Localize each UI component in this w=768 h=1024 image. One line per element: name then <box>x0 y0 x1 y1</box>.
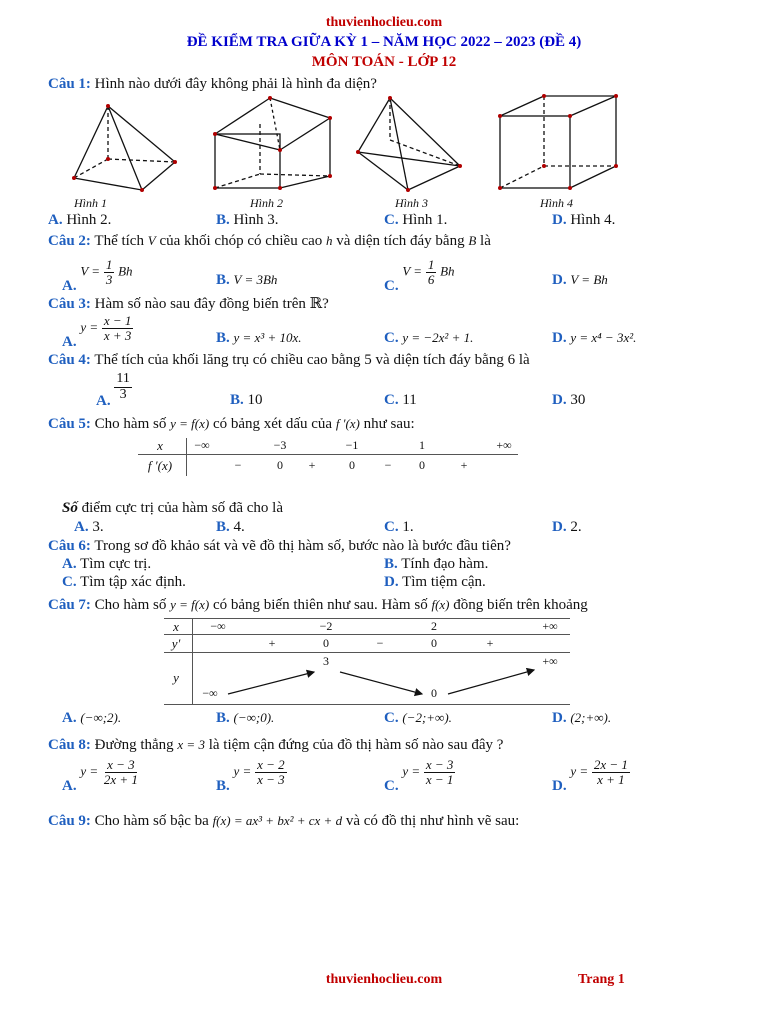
question-4 <box>48 352 530 369</box>
option-letter: B. <box>216 777 230 794</box>
option-letter: B. <box>230 392 244 408</box>
fraction <box>255 758 287 786</box>
table-cell: −∞ <box>210 619 226 633</box>
formula: V = 3Bh <box>233 272 278 287</box>
option-letter: C. <box>384 277 399 294</box>
question-text: của khối chóp có chiều cao <box>159 233 323 249</box>
figure-2-composite <box>215 98 330 188</box>
question-text: Thể tích <box>94 233 144 249</box>
caption-hinh-2: Hình 2 <box>250 196 283 210</box>
formula: (−∞;2). <box>80 710 122 725</box>
numerator: x − 3 <box>425 757 454 772</box>
q4-option-a[interactable] <box>96 371 132 409</box>
q5-stem <box>62 500 283 517</box>
formula: y = x⁴ − 3x². <box>570 330 637 345</box>
question-text: và diện tích đáy bằng <box>336 233 465 249</box>
option-text: Tìm tập xác định. <box>80 574 186 590</box>
formula: y = <box>80 319 99 335</box>
math-h: h <box>326 233 333 248</box>
option-letter: A. <box>96 392 111 409</box>
question-8 <box>48 737 503 754</box>
formula: y = f(x) <box>170 597 210 612</box>
table-cell: − <box>376 636 384 650</box>
denominator: 2x + 1 <box>103 771 138 787</box>
table-cell: x <box>157 438 163 453</box>
option-letter: D. <box>552 710 567 726</box>
q4-option-d[interactable] <box>552 392 585 409</box>
q8-option-d[interactable] <box>552 757 630 794</box>
formula: y = <box>80 763 99 779</box>
formula: (−2;+∞). <box>402 710 452 725</box>
question-2 <box>48 233 491 250</box>
question-text: đồng biến trên khoảng <box>453 597 588 613</box>
option-text: Hình 2. <box>66 212 112 228</box>
denominator: 6 <box>427 271 435 287</box>
q5-option-a[interactable] <box>74 519 104 536</box>
q5-option-d[interactable] <box>552 519 582 536</box>
caption-hinh-1: Hình 1 <box>74 196 107 210</box>
denominator: x − 1 <box>425 771 454 787</box>
numerator: x − 1 <box>103 313 132 328</box>
fraction <box>104 258 115 286</box>
table-cell: f ′(x) <box>147 458 173 473</box>
table-cell: 3 <box>323 654 329 668</box>
numerator: 1 <box>105 257 113 272</box>
q7-option-d[interactable] <box>552 710 611 727</box>
option-b[interactable] <box>216 212 279 229</box>
q6-option-d[interactable] <box>384 574 486 591</box>
question-6 <box>48 538 511 555</box>
table-cell: + <box>486 636 494 650</box>
question-text: Thể tích của khối lăng trụ có chiều cao bằng 5 và diện tích đáy bằng 6 là <box>94 352 530 368</box>
question-label: Câu 1: <box>48 76 91 92</box>
table-cell: +∞ <box>496 438 512 452</box>
q7-option-a[interactable] <box>62 710 121 727</box>
caption-hinh-3: Hình 3 <box>395 196 428 210</box>
sign-table <box>138 438 518 478</box>
option-text: Hình 1. <box>402 212 448 228</box>
formula: y = <box>570 763 589 779</box>
formula: f(x) = ax³ + bx² + cx + d <box>212 813 343 828</box>
table-cell: x <box>173 619 179 634</box>
table-cell: +∞ <box>542 619 558 633</box>
q8-option-b[interactable] <box>216 757 287 794</box>
option-text: 2. <box>570 519 582 535</box>
question-label: Câu 6: <box>48 538 91 554</box>
option-text: Hình 4. <box>570 212 616 228</box>
question-text: và có đồ thị như hình vẽ sau: <box>345 813 520 829</box>
question-text: Cho hàm số <box>94 416 167 432</box>
table-cell: −∞ <box>194 438 210 452</box>
numerator: 11 <box>116 371 130 386</box>
set-reals: ℝ <box>309 296 323 312</box>
table-cell: −3 <box>273 438 287 452</box>
q8-option-a[interactable] <box>62 757 140 794</box>
option-letter: C. <box>62 574 77 590</box>
option-letter: B. <box>216 272 230 288</box>
table-cell: y <box>173 670 179 685</box>
question-text: như sau: <box>363 416 415 432</box>
q2-option-a[interactable] <box>62 257 133 294</box>
formula: y = <box>233 763 252 779</box>
question-label: Câu 2: <box>48 233 91 249</box>
option-letter: D. <box>552 519 567 535</box>
formula: Bh <box>118 263 133 279</box>
formula: V = <box>80 263 101 279</box>
denominator: x + 3 <box>103 327 132 343</box>
question-label: Câu 8: <box>48 737 91 753</box>
table-cell: −∞ <box>202 686 218 700</box>
option-text: Tìm tiệm cận. <box>402 574 486 590</box>
option-d[interactable] <box>552 212 615 229</box>
q3-option-b[interactable] <box>216 330 302 347</box>
fraction <box>592 758 630 786</box>
polyhedra-figures <box>60 94 640 198</box>
option-letter: D. <box>552 272 567 288</box>
q7-option-c[interactable] <box>384 710 452 727</box>
option-letter: C. <box>384 392 399 408</box>
option-text: Tìm cực trị. <box>80 556 152 572</box>
table-cell: + <box>308 458 316 472</box>
option-letter: A. <box>48 212 63 228</box>
question-label: Câu 5: <box>48 416 91 432</box>
option-letter: B. <box>216 212 230 228</box>
site-header: thuvienhoclieu.com <box>325 15 443 30</box>
table-cell: − <box>384 458 392 472</box>
option-letter: A. <box>74 519 89 535</box>
arrow-up <box>228 672 314 694</box>
option-letter: C. <box>384 710 399 726</box>
math-b: B <box>468 233 477 248</box>
exam-title: ĐỀ KIỂM TRA GIỮA KỲ 1 – NĂM HỌC 2022 – 2023 (ĐỀ 4) <box>186 34 582 50</box>
question-mark: ? <box>322 296 329 312</box>
option-text: 10 <box>247 392 263 408</box>
option-text: Tính đạo hàm. <box>401 556 489 572</box>
formula: f(x) <box>431 597 450 612</box>
table-cell: 0 <box>277 458 283 472</box>
formula: f '(x) <box>335 416 360 431</box>
option-letter: A. <box>62 277 77 294</box>
table-cell: + <box>460 458 468 472</box>
arrow-down <box>340 672 422 694</box>
option-letter: C. <box>384 330 399 346</box>
q7-option-b[interactable] <box>216 710 274 727</box>
arrow-up <box>448 670 534 694</box>
stem-bold: Số <box>62 500 78 516</box>
question-7 <box>48 597 588 614</box>
question-text: có bảng biến thiên như sau. Hàm số <box>212 597 428 613</box>
question-text: có bảng xét dấu của <box>212 416 333 432</box>
option-a[interactable] <box>48 212 111 229</box>
q3-option-c[interactable] <box>384 330 473 347</box>
option-letter: C. <box>384 777 399 794</box>
q6-option-b[interactable] <box>384 556 488 573</box>
option-letter: A. <box>62 333 77 350</box>
table-cell: 2 <box>431 619 437 633</box>
q2-option-d[interactable] <box>552 272 608 289</box>
question-label: Câu 9: <box>48 813 91 829</box>
fraction <box>102 314 134 342</box>
figure-3 <box>358 98 460 190</box>
question-5 <box>48 416 415 433</box>
numerator: 1 <box>427 257 435 272</box>
table-cell: − <box>234 458 242 472</box>
fraction <box>424 758 456 786</box>
q6-option-a[interactable] <box>62 556 151 573</box>
figure-1-pyramid <box>74 106 175 190</box>
q4-option-c[interactable] <box>384 392 417 409</box>
math-v: V <box>147 233 156 248</box>
caption-hinh-4: Hình 4 <box>540 196 573 210</box>
question-label: Câu 3: <box>48 296 91 312</box>
option-letter: A. <box>62 710 77 726</box>
formula: x = 3 <box>177 737 205 752</box>
option-letter: B. <box>384 556 398 572</box>
formula: Bh <box>440 263 455 279</box>
variation-table <box>164 618 570 706</box>
option-c[interactable] <box>384 212 447 229</box>
numerator: x − 3 <box>107 757 135 772</box>
table-cell: 1 <box>419 438 425 452</box>
question-text: Hình nào dưới đây không phải là hình đa diện? <box>94 76 377 92</box>
option-letter: A. <box>62 556 77 572</box>
option-letter: C. <box>384 519 399 535</box>
table-cell: + <box>268 636 276 650</box>
page-number: Trang 1 <box>578 972 625 987</box>
numerator: x − 2 <box>257 757 285 772</box>
denominator: 3 <box>119 386 127 402</box>
table-cell: 0 <box>431 686 437 700</box>
formula: V = Bh <box>570 272 608 287</box>
denominator: x + 1 <box>597 771 625 787</box>
exam-subject: MÔN TOÁN - LỚP 12 <box>311 54 457 70</box>
question-3 <box>48 294 329 313</box>
table-cell: y′ <box>171 636 181 651</box>
option-text: 3. <box>92 519 104 535</box>
question-label: Câu 7: <box>48 597 91 613</box>
table-cell: 0 <box>323 636 329 650</box>
question-text: Cho hàm số <box>94 597 167 613</box>
formula: y = <box>402 763 421 779</box>
question-text: là <box>480 233 491 249</box>
question-text: Hàm số nào sau đây đồng biến trên <box>94 296 306 312</box>
option-letter: D. <box>552 392 567 408</box>
table-cell: −2 <box>319 619 333 633</box>
formula: V = <box>402 263 423 279</box>
denominator: x − 3 <box>257 771 285 787</box>
figure-4-cube <box>500 96 616 188</box>
fraction <box>102 758 140 786</box>
table-cell: 0 <box>419 458 425 472</box>
option-text: 4. <box>233 519 245 535</box>
option-letter: D. <box>384 574 399 590</box>
q2-option-c[interactable] <box>384 257 455 294</box>
option-letter: D. <box>552 777 567 794</box>
footer-site: thuvienhoclieu.com <box>325 972 443 987</box>
formula: (−∞;0). <box>233 710 275 725</box>
question-text: Trong sơ đồ khảo sát và vẽ đồ thị hàm số, bước nào là bước đầu tiên? <box>94 538 511 554</box>
question-9 <box>48 813 519 830</box>
numerator: 2x − 1 <box>593 757 628 772</box>
option-text: 1. <box>402 519 414 535</box>
table-divider <box>138 454 518 455</box>
question-1 <box>48 76 377 93</box>
q5-option-c[interactable] <box>384 519 414 536</box>
q3-option-d[interactable] <box>552 330 636 347</box>
q2-option-b[interactable] <box>216 272 277 289</box>
q8-option-c[interactable] <box>384 757 455 794</box>
table-cell: 0 <box>349 458 355 472</box>
formula: y = f(x) <box>170 416 210 431</box>
question-text: Đường thẳng <box>94 737 174 753</box>
formula: y = x³ + 10x. <box>233 330 302 345</box>
stem-text: điểm cực trị của hàm số đã cho là <box>81 500 283 516</box>
question-label: Câu 4: <box>48 352 91 368</box>
option-letter: D. <box>552 212 567 228</box>
question-text: Cho hàm số bậc ba <box>94 813 209 829</box>
q3-option-a[interactable] <box>62 313 133 350</box>
table-cell: +∞ <box>542 654 558 668</box>
option-letter: D. <box>552 330 567 346</box>
table-cell: 0 <box>431 636 437 650</box>
fraction <box>114 372 131 402</box>
fraction <box>426 258 437 286</box>
option-letter: B. <box>216 330 230 346</box>
question-text: là tiệm cận đứng của đồ thị hàm số nào sau đây ? <box>208 737 504 753</box>
variation-arrows <box>164 618 570 706</box>
formula: y = −2x² + 1. <box>402 330 474 345</box>
q5-option-b[interactable] <box>216 519 245 536</box>
q6-option-c[interactable] <box>62 574 186 591</box>
denominator: 3 <box>105 271 113 287</box>
option-letter: B. <box>216 519 230 535</box>
table-cell: −1 <box>345 438 359 452</box>
option-text: 11 <box>402 392 417 408</box>
option-letter: A. <box>62 777 77 794</box>
q4-option-b[interactable] <box>230 392 263 409</box>
option-letter: C. <box>384 212 399 228</box>
formula: (2;+∞). <box>570 710 612 725</box>
option-text: Hình 3. <box>233 212 279 228</box>
option-text: 30 <box>570 392 586 408</box>
option-letter: B. <box>216 710 230 726</box>
